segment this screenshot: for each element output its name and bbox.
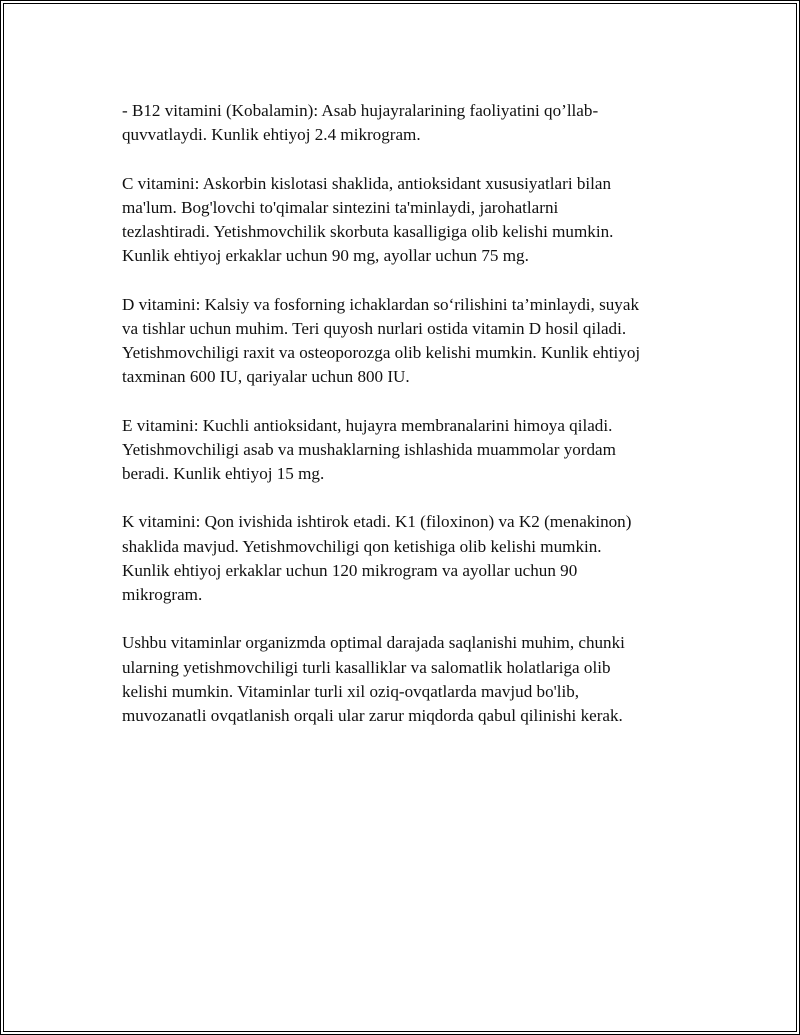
text-line: kelishi mumkin. Vitaminlar turli xil oziq-ovqatlarda mavjud bo'lib, [122,681,580,701]
text-line: Kunlik ehtiyoj erkaklar uchun 120 mikrogram va ayollar uchun 90 [122,560,578,580]
text-line: D vitamini: Kalsiy va fosforning ichaklardan so‘rilishini ta’minlaydi, suyak [122,294,639,314]
text-line: Yetishmovchiligi asab va mushaklarning ishlashida muammolar yordam [122,439,616,459]
paragraph-c-vitamin [122,172,692,269]
text-line: shaklida mavjud. Yetishmovchiligi qon ketishiga olib kelishi mumkin. [122,536,602,556]
text-line: - B12 vitamini (Kobalamin): Asab hujayralarining faoliyatini qo’llab- [122,101,599,120]
text-line: taxminan 600 IU, qariyalar uchun 800 IU. [122,367,410,387]
paragraph-d-vitamin [122,293,692,390]
paragraph-k-vitamin [122,510,692,607]
text-line: ma'lum. Bog'lovchi to'qimalar sintezini ta'minlaydi, jarohatlarni [122,197,559,217]
text-line: va tishlar uchun muhim. Teri quyosh nurlari ostida vitamin D hosil qiladi. [122,318,627,338]
text-line: beradi. Kunlik ehtiyoj 15 mg. [122,464,325,483]
text-line: C vitamini: Askorbin kislotasi shaklida, antioksidant xususiyatlari bilan [122,173,612,193]
text-line: Ushbu vitaminlar organizmda optimal darajada saqlanishi muhim, chunki [122,633,625,653]
text-line: mikrogram. [122,585,203,604]
text-line: Kunlik ehtiyoj erkaklar uchun 90 mg, ayollar uchun 75 mg. [122,246,529,266]
text-line: K vitamini: Qon ivishida ishtirok etadi. K1 (filoxinon) va K2 (menakinon) [122,512,632,532]
text-line: tezlashtiradi. Yetishmovchilik skorbuta kasalligiga olib kelishi mumkin. [122,222,614,241]
text-line: quvvatlaydi. Kunlik ehtiyoj 2.4 mikrogram. [122,125,421,145]
paragraph-b12-vitamin [122,99,692,147]
text-line: Yetishmovchiligi raxit va osteoporozga olib kelishi mumkin. Kunlik ehtiyoj [122,343,641,362]
paragraph-e-vitamin [122,414,692,487]
document-body [122,99,692,752]
text-line: E vitamini: Kuchli antioksidant, hujayra membranalarini himoya qiladi. [122,415,613,435]
paragraph-conclusion [122,631,692,728]
text-line: muvozanatli ovqatlanish orqali ular zarur miqdorda qabul qilinishi kerak. [122,706,623,725]
text-line: ularning yetishmovchiligi turli kasalliklar va salomatlik holatlariga olib [122,657,611,677]
